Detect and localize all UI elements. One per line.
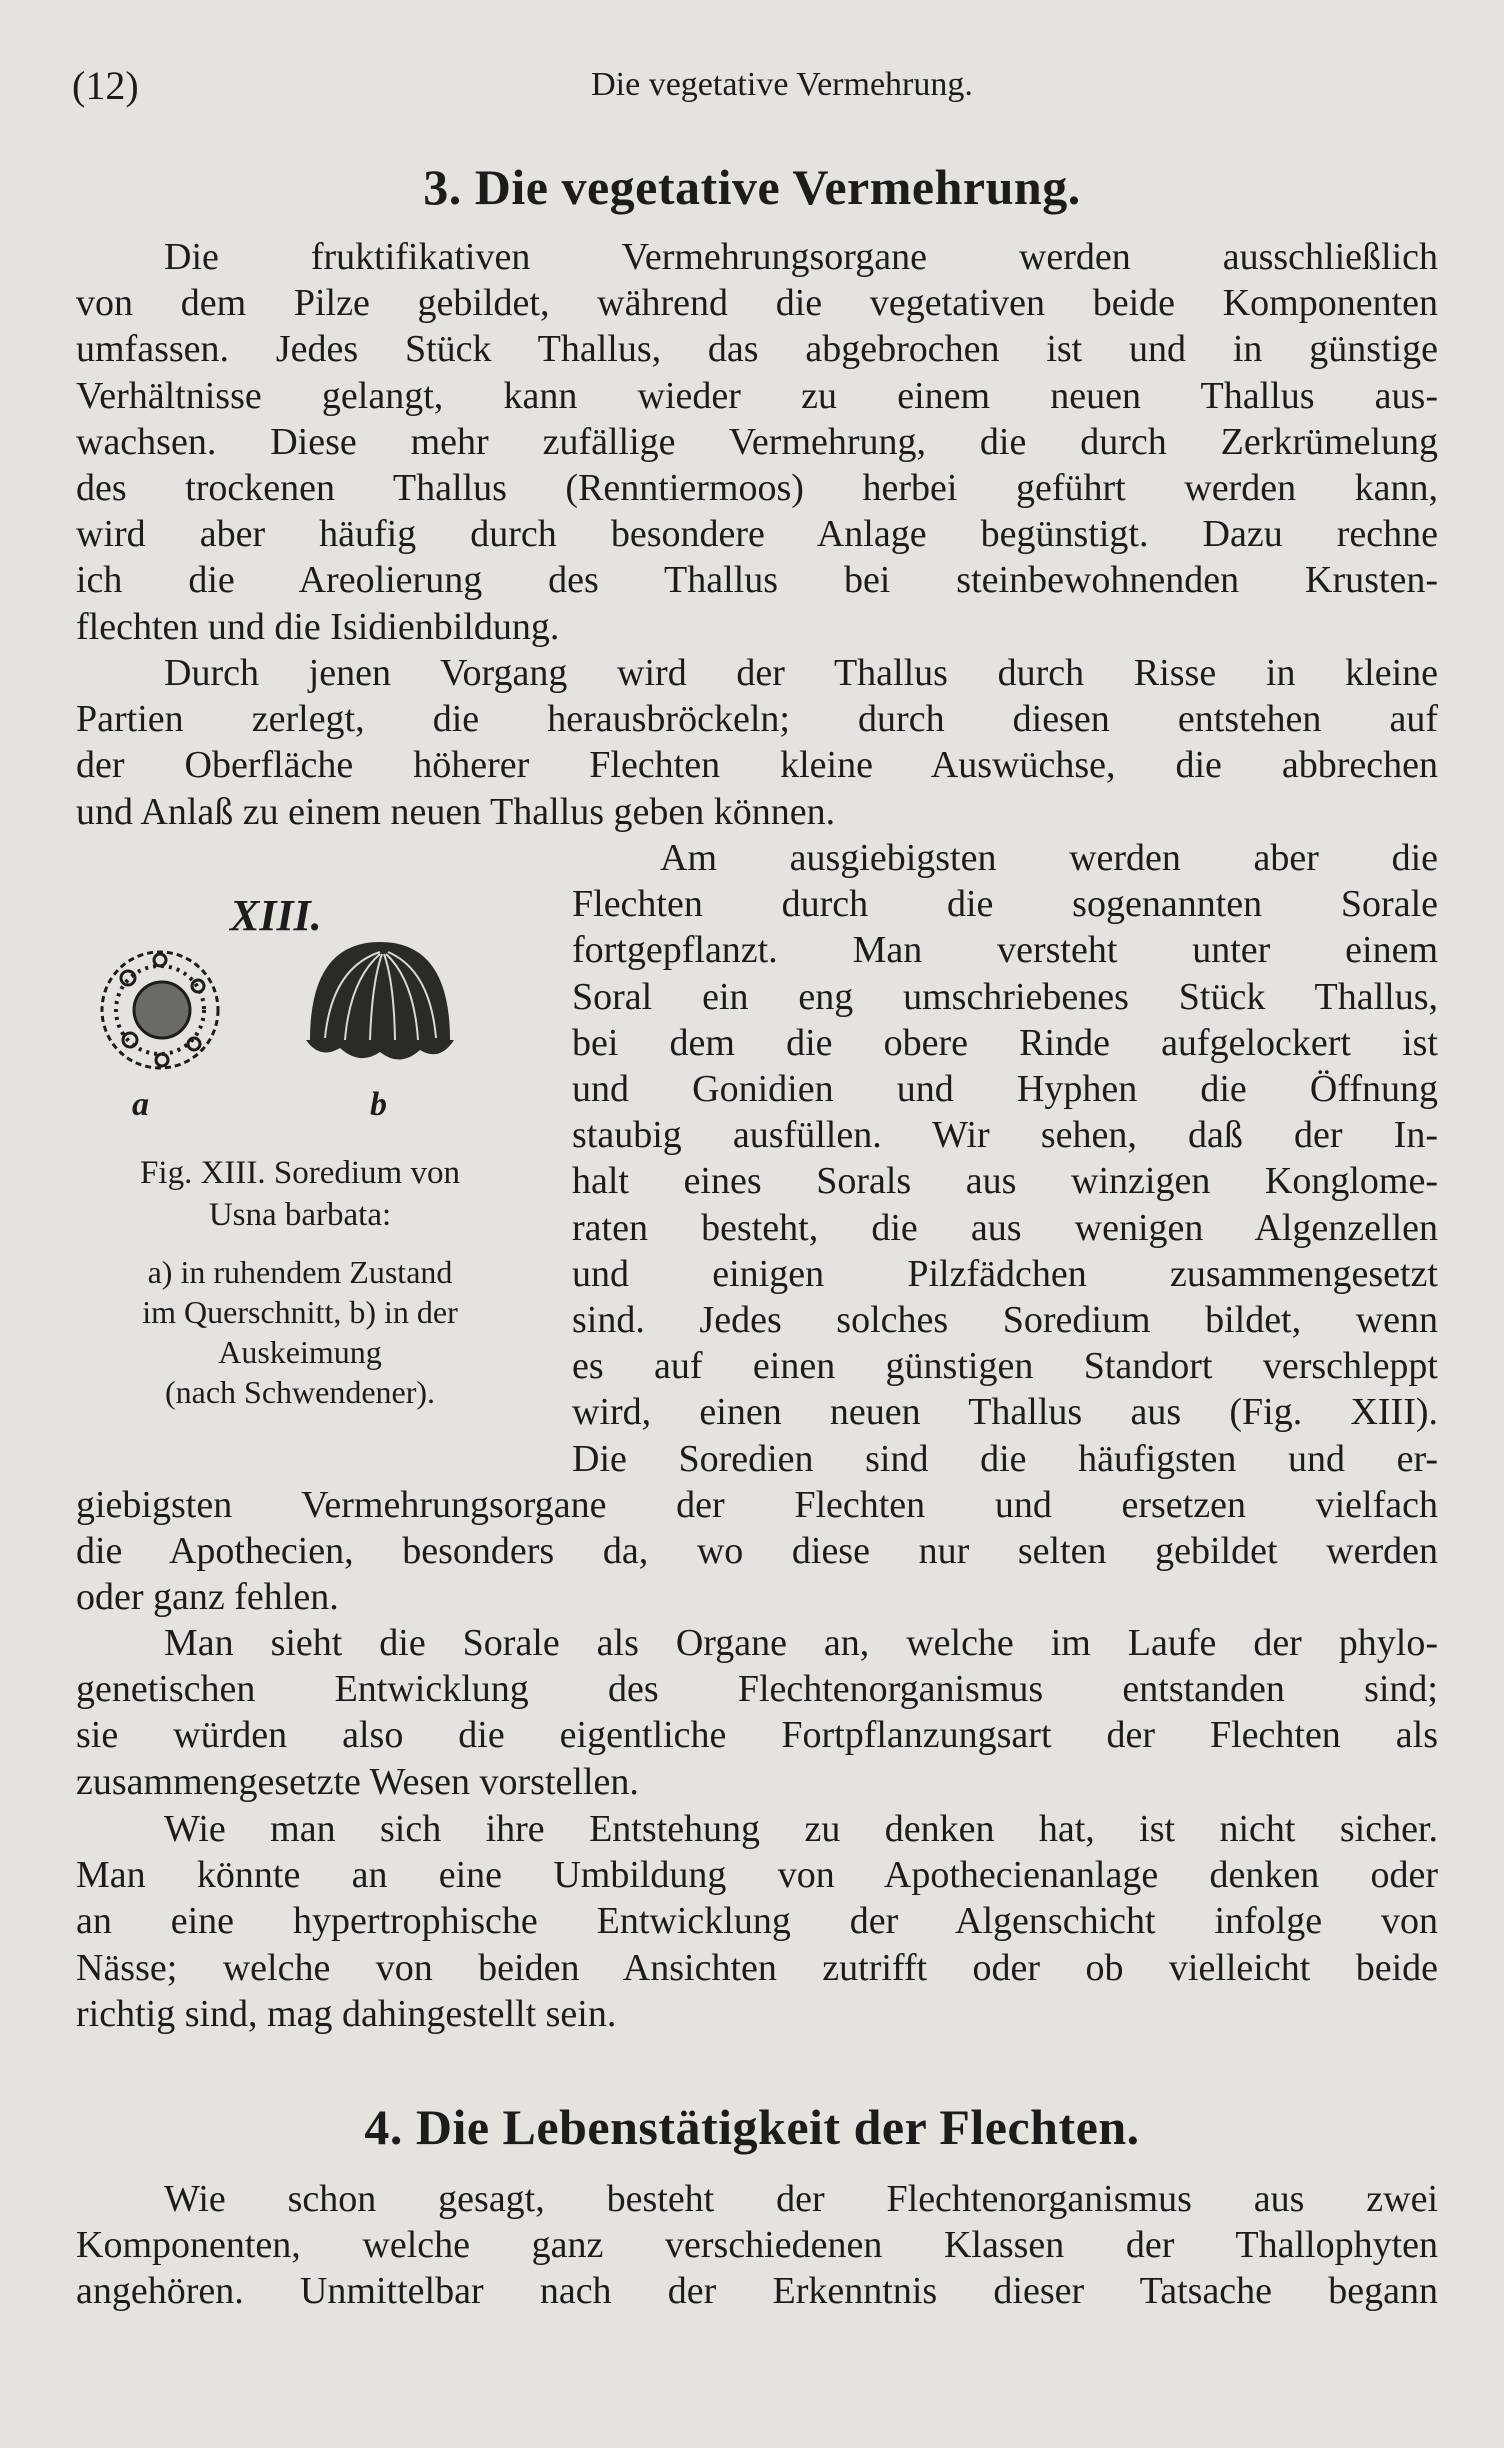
text-line: oder ganz fehlen. [76,1576,339,1619]
text-line: und einigen Pilzfädchen zusammengesetzt [572,1252,1438,1295]
figure-label-a: a [132,1086,149,1123]
text-line: Wie man sich ihre Entstehung zu denken hat, ist nicht sicher. [164,1808,1438,1850]
text-line: der Oberfläche höherer Flechten kleine Auswüchse, die abbrechen [76,744,1438,787]
text-line: Wie schon gesagt, besteht der Flechtenorganismus aus zwei [164,2178,1438,2220]
text-line: genetischen Entwicklung des Flechtenorganismus entstanden sind; [76,1668,1438,1711]
paragraph-3-right-column [572,835,1438,1482]
text-line: Flechten durch die sogenannten Sorale [572,883,1438,926]
text-line: und Gonidien und Hyphen die Öffnung [572,1068,1438,1111]
paragraph-1 [76,234,1438,650]
text-line: von dem Pilze gebildet, während die vegetativen beide Komponenten [76,282,1438,325]
text-line: staubig ausfüllen. Wir sehen, daß der In- [572,1114,1438,1157]
text-line: halt eines Sorals aus winzigen Konglome- [572,1160,1438,1203]
paragraph-4 [76,1620,1438,1805]
figure-roman-numeral: XIII. [230,891,322,940]
figure-caption [70,1152,530,1236]
soredium-a-drawing [102,952,218,1068]
text-line: fortgepflanzt. Man versteht unter einem [572,929,1438,972]
figure-xiii [70,890,530,1430]
caption-line: Usna barbata: [208,1197,392,1233]
text-line: Am ausgiebigsten werden aber die [660,837,1438,879]
text-line: Durch jenen Vorgang wird der Thallus durch Risse in kleine [164,652,1438,694]
paragraph-5 [76,1806,1438,2037]
text-line: Verhältnisse gelangt, kann wieder zu einem neuen Thallus aus- [76,374,1438,417]
text-line: sie würden also die eigentliche Fortpflanzungsart der Flechten als [76,1714,1438,1757]
text-line: flechten und die Isidienbildung. [76,605,560,648]
text-line: angehören. Unmittelbar nach der Erkenntnis dieser Tatsache begann [76,2270,1438,2313]
caption-line: a) in ruhendem Zustand [147,1254,453,1290]
running-head [72,62,1432,112]
text-line: zusammengesetzte Wesen vorstellen. [76,1760,639,1803]
section-heading-4: 4. Die Lebenstätigkeit der Flechten. [364,2099,1140,2155]
caption-line: Fig. XIII. Soredium von [140,1155,460,1191]
text-line: es auf einen günstigen Standort verschleppt [572,1345,1438,1388]
text-line: Die Soredien sind die häufigsten und er- [572,1437,1438,1480]
soredium-b-drawing [306,942,454,1060]
text-line: umfassen. Jedes Stück Thallus, das abgebrochen ist und in günstige [76,328,1438,371]
text-line: raten besteht, die aus wenigen Algenzellen [572,1206,1438,1249]
text-line: Man sieht die Sorale als Organe an, welche im Laufe der phylo- [164,1622,1438,1664]
text-line: giebigsten Vermehrungsorgane der Flechten und ersetzen vielfach [76,1484,1438,1526]
text-line: wird aber häufig durch besondere Anlage begünstigt. Dazu rechne [76,513,1438,556]
text-line: wird, einen neuen Thallus aus (Fig. XIII). [572,1391,1438,1434]
text-line: und Anlaß zu einem neuen Thallus geben können. [76,790,836,833]
text-line: ich die Areolierung des Thallus bei steinbewohnenden Krusten- [76,559,1438,602]
text-line: Man könnte an eine Umbildung von Apothecienanlage denken oder [76,1854,1438,1897]
text-line: des trockenen Thallus (Renntiermoos) herbei geführt werden kann, [76,467,1438,510]
paragraph-3-continued [76,1482,1438,1621]
text-line: bei dem die obere Rinde aufgelockert ist [572,1021,1438,1064]
text-line: sind. Jedes solches Soredium bildet, wenn [572,1299,1438,1342]
text-line: Partien zerlegt, die herausbröckeln; durch diesen entstehen auf [76,698,1438,741]
text-line: Nässe; welche von beiden Ansichten zutrifft oder ob vielleicht beide [76,1946,1438,1989]
text-line: an eine hypertrophische Entwicklung der Algenschicht infolge von [76,1900,1438,1943]
page-number: (12) [72,63,139,108]
text-line: Die fruktifikativen Vermehrungsorgane werden ausschließlich [164,236,1438,278]
caption-line: Auskeimung [218,1334,382,1370]
section-heading-3: 3. Die vegetative Vermehrung. [423,159,1081,215]
paragraph-2 [76,650,1438,835]
text-line: wachsen. Diese mehr zufällige Vermehrung, die durch Zerkrümelung [76,420,1438,463]
figure-label-b: b [370,1086,387,1123]
text-line: Soral ein eng umschriebenes Stück Thallus, [572,975,1438,1018]
caption-line: (nach Schwendener). [164,1374,436,1410]
text-line: Komponenten, welche ganz verschiedenen Klassen der Thallophyten [76,2224,1438,2267]
running-title: Die vegetative Vermehrung. [591,66,973,103]
caption-line: im Querschnitt, b) in der [142,1294,458,1330]
text-line: die Apothecien, besonders da, wo diese nur selten gebildet werden [76,1530,1438,1573]
paragraph-6 [76,2176,1438,2315]
figure-caption-legend [70,1252,530,1412]
text-line: richtig sind, mag dahingestellt sein. [76,1992,617,2035]
